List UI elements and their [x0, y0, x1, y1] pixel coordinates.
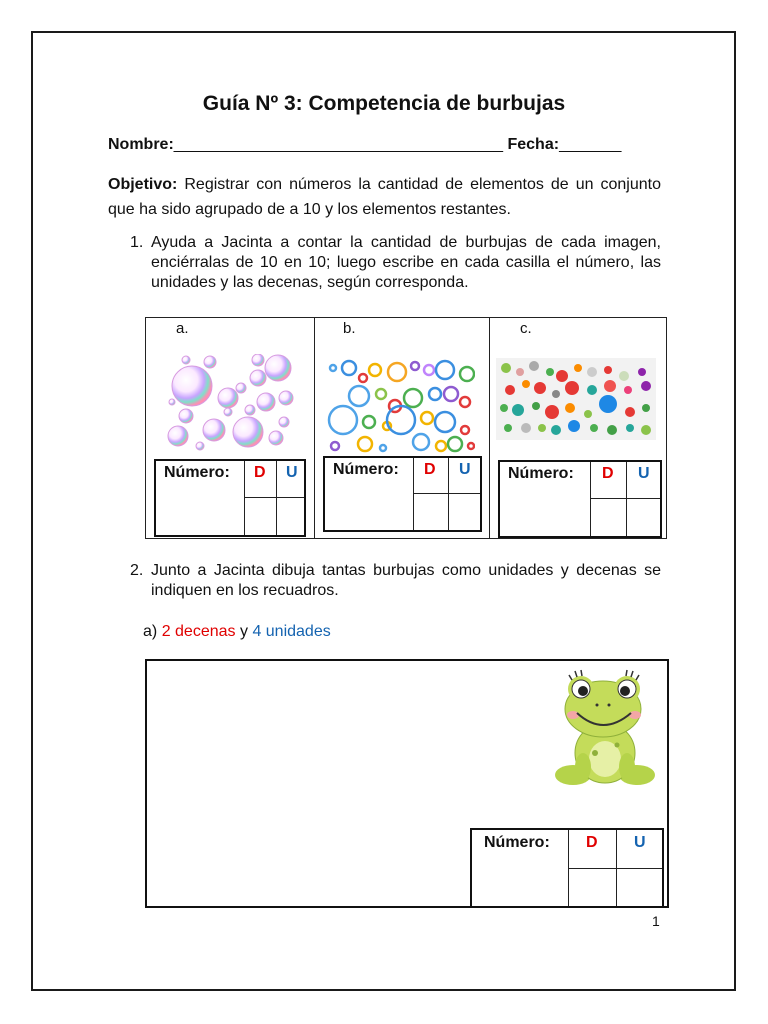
bubble-cell-b	[315, 318, 490, 538]
bubble-cell-a	[146, 318, 315, 538]
fecha-field[interactable]: _______	[559, 136, 622, 153]
header-fields	[108, 136, 661, 154]
question-2	[130, 561, 661, 601]
column-divider	[244, 461, 245, 535]
connector-text: y	[239, 623, 248, 640]
cell-label-a: a.	[176, 320, 189, 337]
question-2-text: Junto a Jacinta dibuja tantas burbujas como unidades y decenas se indiquen en los recuadros.	[151, 562, 661, 599]
decenas-header: D	[254, 464, 266, 481]
numero-label: Número:	[484, 834, 550, 851]
question-1	[130, 233, 661, 293]
numero-label: Número:	[333, 461, 399, 478]
bubbles-small-colorful-image	[496, 358, 656, 440]
unidades-header: U	[638, 465, 650, 482]
bubbles-iridescent-image	[166, 354, 296, 458]
item-a-prefix: a)	[143, 623, 158, 640]
bubbles-colorful-image	[325, 358, 475, 456]
number-box-c	[498, 460, 662, 538]
bubble-cell-c	[490, 318, 666, 538]
question-2-number: 2.	[130, 562, 144, 579]
question-1-text: Ayuda a Jacinta a contar la cantidad de burbujas de cada imagen, enciérralas de 10 en 10; luego escribe en cada casilla el número, las unidades y las decenas, según corresponda.	[151, 234, 661, 291]
numero-label: Número:	[508, 465, 574, 482]
drawing-area[interactable]	[145, 659, 669, 908]
numero-label: Número:	[164, 464, 230, 481]
row-divider	[590, 498, 660, 499]
row-divider	[413, 493, 480, 494]
unidades-header: U	[634, 834, 646, 851]
decenas-header: D	[586, 834, 598, 851]
page-number: 1	[652, 913, 660, 929]
nombre-label: Nombre:	[108, 136, 174, 153]
column-divider	[590, 462, 591, 536]
page-title: Guía Nº 3: Competencia de burbujas	[202, 92, 566, 115]
unidades-header: U	[459, 461, 471, 478]
frog-image	[551, 665, 659, 793]
number-box-b	[323, 456, 482, 532]
column-divider	[448, 458, 449, 530]
nombre-field[interactable]: _____________________________________	[173, 136, 504, 153]
column-divider	[276, 461, 277, 535]
objective	[108, 172, 661, 222]
decenas-header: D	[602, 465, 614, 482]
row-divider	[244, 497, 304, 498]
row-divider	[568, 868, 662, 869]
cell-label-b: b.	[343, 320, 356, 337]
number-box-a	[154, 459, 306, 537]
decenas-header: D	[424, 461, 436, 478]
item-a	[143, 623, 331, 641]
column-divider	[413, 458, 414, 530]
question-1-number: 1.	[130, 234, 144, 251]
column-divider	[626, 462, 627, 536]
unidades-text: 4 unidades	[252, 623, 331, 640]
objective-label: Objetivo:	[108, 176, 178, 193]
fecha-label: Fecha:	[507, 136, 560, 153]
number-box-2a	[470, 828, 664, 908]
objective-text: Registrar con números la cantidad de elementos de un conjunto que ha sido agrupado de a 10 y los elementos restantes.	[108, 176, 662, 218]
unidades-header: U	[286, 464, 298, 481]
cell-label-c: c.	[520, 320, 532, 337]
bubble-table	[145, 317, 667, 539]
decenas-text: 2 decenas	[161, 623, 236, 640]
